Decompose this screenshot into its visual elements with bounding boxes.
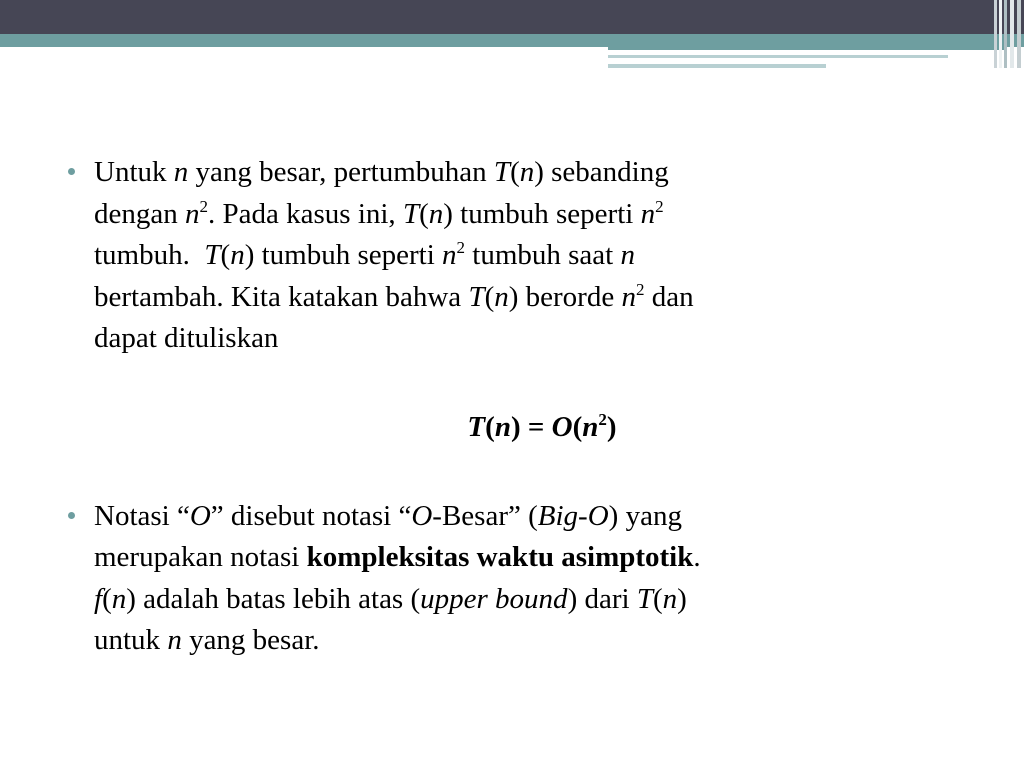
header-vertical-stripe: [1017, 0, 1021, 68]
bullet-paragraph-1: Untuk n yang besar, pertumbuhan T(n) sebanding dengan $n^2$. Pada kasus ini, T(n) tumbuh seperti $n^2$ tumbuh. T(n) tumbuh seperti $n^2$ tumbuh saat n bertambah. Kita katakan bahwa T(n) berorde $n^2$ dan dapat dituliskan: [60, 152, 960, 360]
header-accent-band: [0, 34, 1024, 47]
slide-body: [60, 152, 960, 662]
header-vertical-stripe: [1004, 0, 1007, 68]
header-accent-line: [608, 47, 1004, 50]
header-vertical-stripe: [994, 0, 997, 68]
bullet-icon: [68, 168, 75, 175]
header-thin-line: [608, 64, 826, 68]
header-band: [0, 0, 1024, 34]
formula-big-o: $T(n) = O(n^2)$: [467, 409, 617, 443]
bullet-paragraph-2: Notasi “O” disebut notasi “O-Besar” (Big-O) yang merupakan notasi kompleksitas waktu asimptotik. f(n) adalah batas lebih atas (upper bound) dari T(n) untuk n yang besar.: [60, 496, 960, 662]
header-vertical-stripe: [999, 0, 1002, 68]
header-thin-line: [608, 55, 948, 58]
bullet-icon: [68, 512, 75, 519]
header-vertical-stripe: [1010, 0, 1014, 68]
